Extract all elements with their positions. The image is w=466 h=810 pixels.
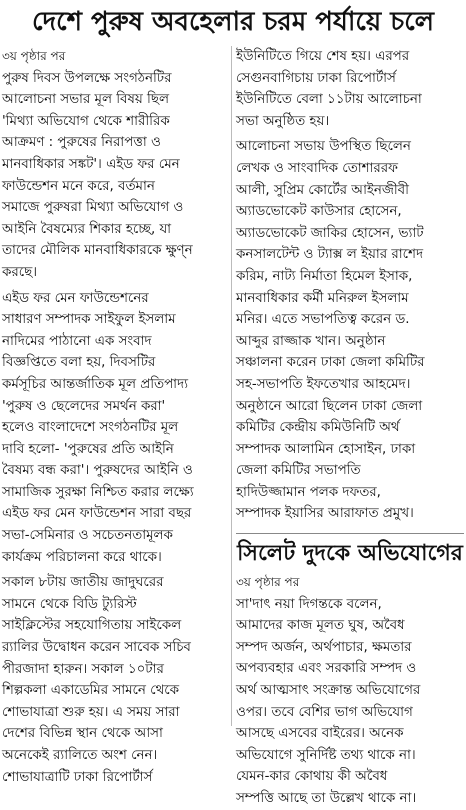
article-text-line: অ্যাডভোকেট জাকির হোসেন, ভ্যাট — [236, 225, 424, 241]
article-text-line: সভা অনুষ্ঠিত হয়। — [236, 113, 330, 129]
article-text-line: এইড ফর মেন ফাউন্ডেশন সারা বছর — [2, 506, 192, 522]
article-text-line: তাদের মৌলিক মানবাধিকারকে ক্ষুণ্ন — [2, 243, 193, 259]
sub-article-text-line: যেমন-কার কোথায় কী অবৈধ — [236, 769, 388, 785]
article-text-line: র‍্যালির উদ্বোধন করেন সাবেক সচিব — [2, 640, 191, 656]
article-text-line: হাদিউজ্জামান পলক দফতর, — [236, 484, 381, 500]
article-text-line: সামনে থেকে বিডি ট্যুরিস্ট — [2, 596, 137, 612]
article-text-line: ইউনিটিতে বেলা ১১টায় আলোচনা — [236, 92, 422, 108]
left-column — [2, 46, 228, 785]
article-text-line: ফাউন্ডেশন মনে করে, বর্তমান — [2, 178, 155, 194]
article-text-line: মানবাধিকার কর্মী মনিরুল ইসলাম — [236, 290, 409, 306]
sub-article-text-line: অপব্যবহার এবং সরকারি সম্পদ ও — [236, 661, 417, 677]
article-text-line: করছে। — [2, 264, 38, 280]
article-text-line: বৈষম্য বন্ধ করা'। পুরুষদের আইনি ও — [2, 463, 193, 479]
sub-article-text-line: সা'দাৎ নয়া দিগন্তকে বলেন, — [236, 596, 382, 612]
article-text-line: মানবাধিকার সঙ্কট'। এইড ফর মেন — [2, 156, 180, 172]
article-text-line: সেগুনবাগিচায় ঢাকা রিপোর্টার্স — [236, 70, 396, 86]
article-text-line: পুরুষ দিবস উপলক্ষে সংগঠনটির — [2, 70, 172, 86]
article-text-line: দেশের বিভিন্ন স্থান থেকে আসা — [2, 726, 163, 742]
article-text-line: হলেও বাংলাদেশে সংগঠনটির মূল — [2, 420, 179, 436]
continued-from: ৩য় পৃষ্ঠার পর — [2, 49, 66, 63]
article-text-line: দাবি হলো- 'পুরুষের প্রতি আইনি — [2, 441, 174, 457]
article-text-line: কমিটির কেন্দ্রীয় কমিউনিটি অর্থ — [236, 420, 400, 436]
article-text-line: কর্মসূচির আন্তর্জাতিক মূল প্রতিপাদ্য — [2, 376, 188, 392]
article-text-line: পীরজাদা হারুন। সকাল ১০টার — [2, 661, 164, 677]
article-text-line: সকাল ৮টায় জাতীয় জাদুঘরের — [2, 575, 164, 591]
article-text-line: অনুষ্ঠানে আরো ছিলেন ঢাকা জেলা — [236, 398, 423, 414]
article-text-line: বিজ্ঞপ্তিতে বলা হয়, দিবসটির — [2, 355, 156, 371]
article-text-line: ইউনিটিতে গিয়ে শেষ হয়। এরপর — [236, 49, 410, 64]
sub-article-text-line: অর্থ আত্মসাৎ সংক্রান্ত অভিযোগের — [236, 683, 421, 699]
article-text-line: নাদিমের পাঠানো এক সংবাদ — [2, 333, 152, 349]
sub-article-text-line: ওপর। তবে বেশির ভাগ অভিযোগ — [236, 704, 413, 720]
article-text-line: জেলা কমিটির সভাপতি — [236, 463, 361, 479]
article-text-line: শোভাযাত্রাটি ঢাকা রিপোর্টার্স — [2, 769, 153, 785]
article-text-line: সভা-সেমিনার ও সচেতনতামূলক — [2, 528, 173, 544]
article-text-line: সাধারণ সম্পাদক সাইফুল ইসলাম — [2, 312, 176, 328]
sub-article-text-line: সম্পদ অর্জন, অর্থপাচার, ক্ষমতার — [236, 639, 412, 655]
article-text-line: সম্পাদক আলামিন হোসাইন, ঢাকা — [236, 441, 416, 457]
article-text-line: আলী, সুপ্রিম কোর্টের আইনজীবী — [236, 182, 409, 198]
article-text-line: সঞ্চালনা করেন ঢাকা জেলা কমিটির — [236, 355, 425, 371]
article-text-line: মনির। এতে সভাপতিত্ব করেন ড. — [236, 312, 410, 328]
sub-article-text-line: অভিযোগে সুনির্দিষ্ট তথ্য থাকে না। — [236, 747, 416, 763]
column-divider — [231, 46, 232, 726]
article-text-line: সাইক্লিস্টের সহযোগিতায় সাইকেল — [2, 618, 182, 634]
article-text-line: 'মিথ্যা অভিযোগ থেকে শারীরিক — [2, 113, 170, 129]
article-text-line: অ্যাডভোকেট কাউসার হোসেন, — [236, 204, 402, 220]
sub-article-text-line: সম্পত্তি আছে তা উল্লেখ থাকে না। — [236, 791, 417, 806]
article-text-line: শিল্পকলা একাডেমির সামনে থেকে — [2, 683, 180, 699]
right-column — [236, 46, 464, 806]
article-text-line: সামাজিক সুরক্ষা নিশ্চিত করার লক্ষ্যে — [2, 484, 194, 500]
headline: দেশে পুরুষ অবহেলার চরম পর্যায়ে চলে — [31, 7, 435, 37]
sub-headline: সিলেট দুদকে অভিযোগের — [236, 533, 464, 570]
sub-continued-from: ৩য় পৃষ্ঠার পর — [236, 575, 300, 590]
article-text-line: আলোচনা সভায় উপস্থিত ছিলেন — [236, 139, 411, 155]
article-text-line: সম্পাদক ইয়াসির আরাফাত প্রমুখ। — [236, 506, 414, 522]
article-text-line: আক্রমণ : পুরুষের নিরাপত্তা ও — [2, 135, 161, 151]
article-text-line: লেখক ও সাংবাদিক তোশাররফ — [236, 160, 398, 176]
article-text-line: আলোচনা সভার মূল বিষয় ছিল — [2, 92, 169, 108]
article-text-line: এইড ফর মেন ফাউন্ডেশনের — [2, 290, 149, 306]
article-text-line: কার্যক্রম পরিচালনা করে থাকে। — [2, 549, 162, 565]
article-text-line: কনসালটেন্ট ও ট্যাক্স ল ইয়ার রাশেদ — [236, 247, 423, 263]
article-text-line: সমাজে পুরুষরা মিথ্যা অভিযোগ ও — [2, 200, 184, 216]
article-text-line: আইনি বৈষম্যের শিকার হচ্ছে, যা — [2, 221, 172, 237]
article-text-line: সহ-সভাপতি ইফতেখার আহমেদ। — [236, 376, 411, 392]
sub-article-text-line: আমাদের কাজ মূলত ঘুষ, অবৈধ — [236, 618, 405, 634]
sub-article-text-line: আসছে এসবের বাইরের। অনেক — [236, 726, 404, 742]
article-text-line: আব্দুর রাজ্জাক খান। অনুষ্ঠান — [236, 333, 386, 349]
article-text-line: শোভাযাত্রা শুরু হয়। এ সময় সারা — [2, 704, 180, 720]
article-text-line: করিম, নাট্য নির্মাতা হিমেল ইসাক, — [236, 268, 413, 284]
article-text-line: 'পুরুষ ও ছেলেদের সমর্থন করা' — [2, 398, 166, 414]
article-text-line: অনেকেই র‍্যালিতে অংশ নেন। — [2, 748, 158, 763]
